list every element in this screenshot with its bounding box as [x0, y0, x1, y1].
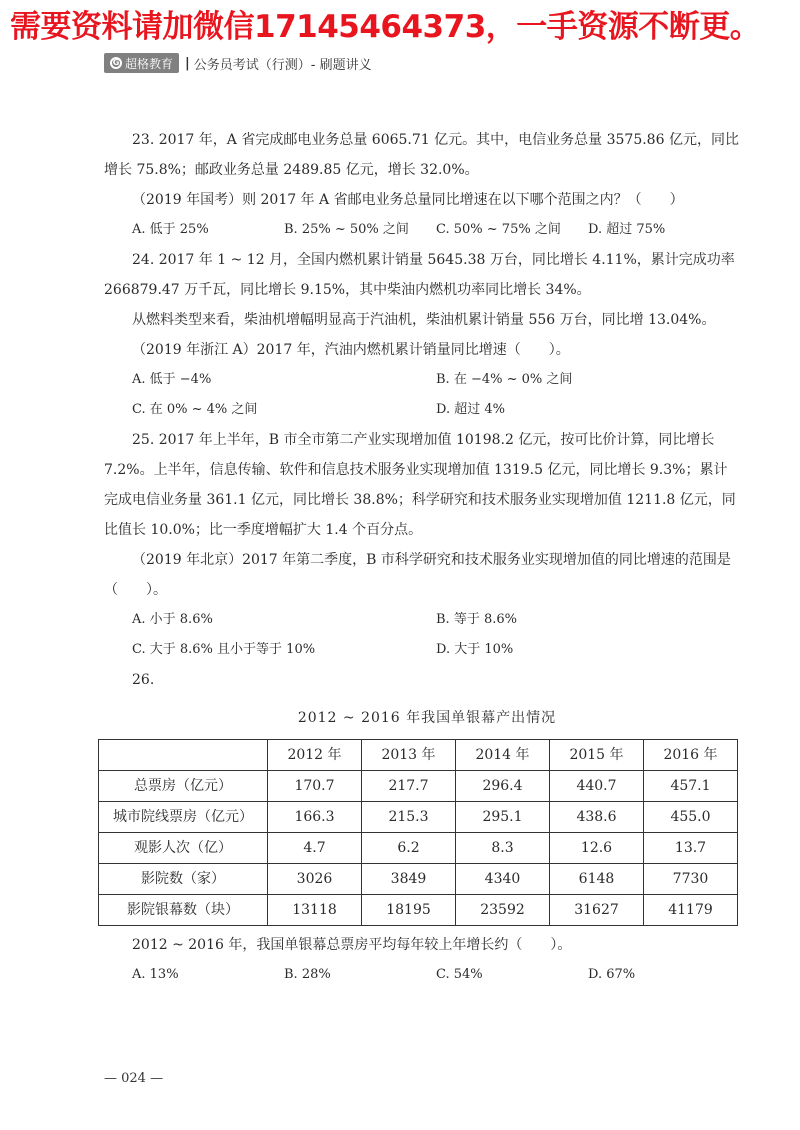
brand-logo [104, 53, 179, 73]
logo-icon: G [110, 57, 122, 69]
q25-question: （2019 年北京）2017 年第二季度，B 市科学研究和技术服务业实现增加值的同比增速的范围是（ ）。 [104, 552, 731, 598]
table-cell: 296.4 [456, 771, 550, 802]
table-cell: 8.3 [456, 833, 550, 864]
table-cell: 3849 [362, 864, 456, 895]
table-cell: 13118 [268, 895, 362, 926]
table-cell: 4340 [456, 864, 550, 895]
table-header-row [99, 740, 738, 771]
table-cell: 170.7 [268, 771, 362, 802]
page-header [104, 52, 372, 74]
q24-options-row-2 [104, 395, 740, 425]
q23-stem: 23. 2017 年，A 省完成邮电业务总量 6065.71 亿元。其中，电信业务总量 3575.86 亿元，同比增长 75.8%；邮政业务总量 2489.85 亿元，增长 32.0%。 [104, 132, 739, 178]
q25-option-a: A. 小于 8.6% [132, 612, 213, 627]
q24-option-b: B. 在 −4% ~ 0% 之间 [436, 372, 573, 387]
table-row [99, 833, 738, 864]
q25-option-c: C. 大于 8.6% 且小于等于 10% [132, 642, 316, 657]
q23-question: （2019 年国考）则 2017 年 A 省邮电业务总量同比增速在以下哪个范围之内？（ ） [132, 192, 684, 208]
table-col-header: 2016 年 [644, 740, 738, 771]
q24-options-row-1 [104, 365, 740, 395]
q23-options [104, 215, 740, 245]
table-col-header: 2013 年 [362, 740, 456, 771]
q23-option-a: A. 低于 25% [132, 222, 209, 237]
table-row-label: 影院数（家） [99, 864, 268, 895]
q26-table-title: 2012 ~ 2016 年我国单银幕产出情况 [297, 710, 557, 726]
table-cell: 440.7 [550, 771, 644, 802]
q26-question: 2012 ~ 2016 年，我国单银幕总票房平均每年较上年增长约（ ）。 [132, 937, 572, 953]
header-separator: | [185, 55, 190, 71]
q25-option-b: B. 等于 8.6% [436, 612, 517, 627]
q24-stem-1: 24. 2017 年 1 ~ 12 月，全国内燃机累计销量 5645.38 万台，同比增长 4.11%，累计完成功率 266879.47 万千瓦，同比增长 9.15%，其中柴油内燃机功率同比增长 34%。 [104, 252, 735, 298]
page-content [104, 125, 740, 990]
table-cell: 41179 [644, 895, 738, 926]
table-cell: 457.1 [644, 771, 738, 802]
table-row [99, 802, 738, 833]
q25-options-row-1 [104, 605, 740, 635]
table-col-header: 2014 年 [456, 740, 550, 771]
page-number: — 024 — [104, 1071, 164, 1086]
q26-option-d: D. 67% [588, 967, 636, 982]
q23-option-c: C. 50% ~ 75% 之间 [436, 222, 561, 237]
table-cell: 23592 [456, 895, 550, 926]
table-cell: 438.6 [550, 802, 644, 833]
table-cell: 6148 [550, 864, 644, 895]
q26-number: 26. [132, 672, 155, 688]
table-cell: 215.3 [362, 802, 456, 833]
table-cell: 4.7 [268, 833, 362, 864]
table-cell: 6.2 [362, 833, 456, 864]
table-row [99, 771, 738, 802]
q26-option-b: B. 28% [284, 967, 331, 982]
table-cell: 31627 [550, 895, 644, 926]
q23-option-b: B. 25% ~ 50% 之间 [284, 222, 409, 237]
table-cell: 12.6 [550, 833, 644, 864]
q25-stem: 25. 2017 年上半年，B 市全市第二产业实现增加值 10198.2 亿元，按可比价计算，同比增长 7.2%。上半年，信息传输、软件和信息技术服务业实现增加值 1319.5 亿元，同比增长 9.3%；累计完成电信业务量 361.1 亿元，同比增长 38.8%；科学研究和技术服务业实现增加值 1211.8 亿元，同比值长 10.0%；比一季度增幅扩大 1.4 个百分点。 [104, 432, 736, 538]
q24-option-d: D. 超过 4% [436, 402, 505, 417]
q26-option-a: A. 13% [132, 967, 179, 982]
table-corner-cell [99, 740, 268, 771]
table-row-label: 总票房（亿元） [99, 771, 268, 802]
table-row [99, 864, 738, 895]
table-cell: 18195 [362, 895, 456, 926]
table-row [99, 895, 738, 926]
table-cell: 3026 [268, 864, 362, 895]
table-cell: 7730 [644, 864, 738, 895]
table-col-header: 2012 年 [268, 740, 362, 771]
q23-option-d: D. 超过 75% [588, 222, 666, 237]
q26-option-c: C. 54% [436, 967, 483, 982]
table-cell: 455.0 [644, 802, 738, 833]
q26-data-table [98, 739, 738, 926]
header-title: 公务员考试（行测）- 刷题讲义 [193, 57, 372, 73]
logo-text: 超格教育 [125, 56, 174, 71]
q24-option-c: C. 在 0% ~ 4% 之间 [132, 402, 258, 417]
table-row-label: 观影人次（亿） [99, 833, 268, 864]
q24-option-a: A. 低于 −4% [132, 372, 212, 387]
q25-option-d: D. 大于 10% [436, 642, 514, 657]
table-cell: 295.1 [456, 802, 550, 833]
q24-question: （2019 年浙江 A）2017 年，汽油内燃机累计销量同比增速（ ）。 [132, 342, 570, 358]
q26-options [104, 960, 740, 990]
table-cell: 217.7 [362, 771, 456, 802]
table-cell: 166.3 [268, 802, 362, 833]
table-col-header: 2015 年 [550, 740, 644, 771]
q25-options-row-2 [104, 635, 740, 665]
table-row-label: 城市院线票房（亿元） [99, 802, 268, 833]
table-row-label: 影院银幕数（块） [99, 895, 268, 926]
promo-banner: 需要资料请加微信17145464373，一手资源不断更。 [10, 9, 761, 45]
table-cell: 13.7 [644, 833, 738, 864]
q24-stem-2: 从燃料类型来看，柴油机增幅明显高于汽油机，柴油机累计销量 556 万台，同比增 13.04%。 [132, 312, 716, 328]
